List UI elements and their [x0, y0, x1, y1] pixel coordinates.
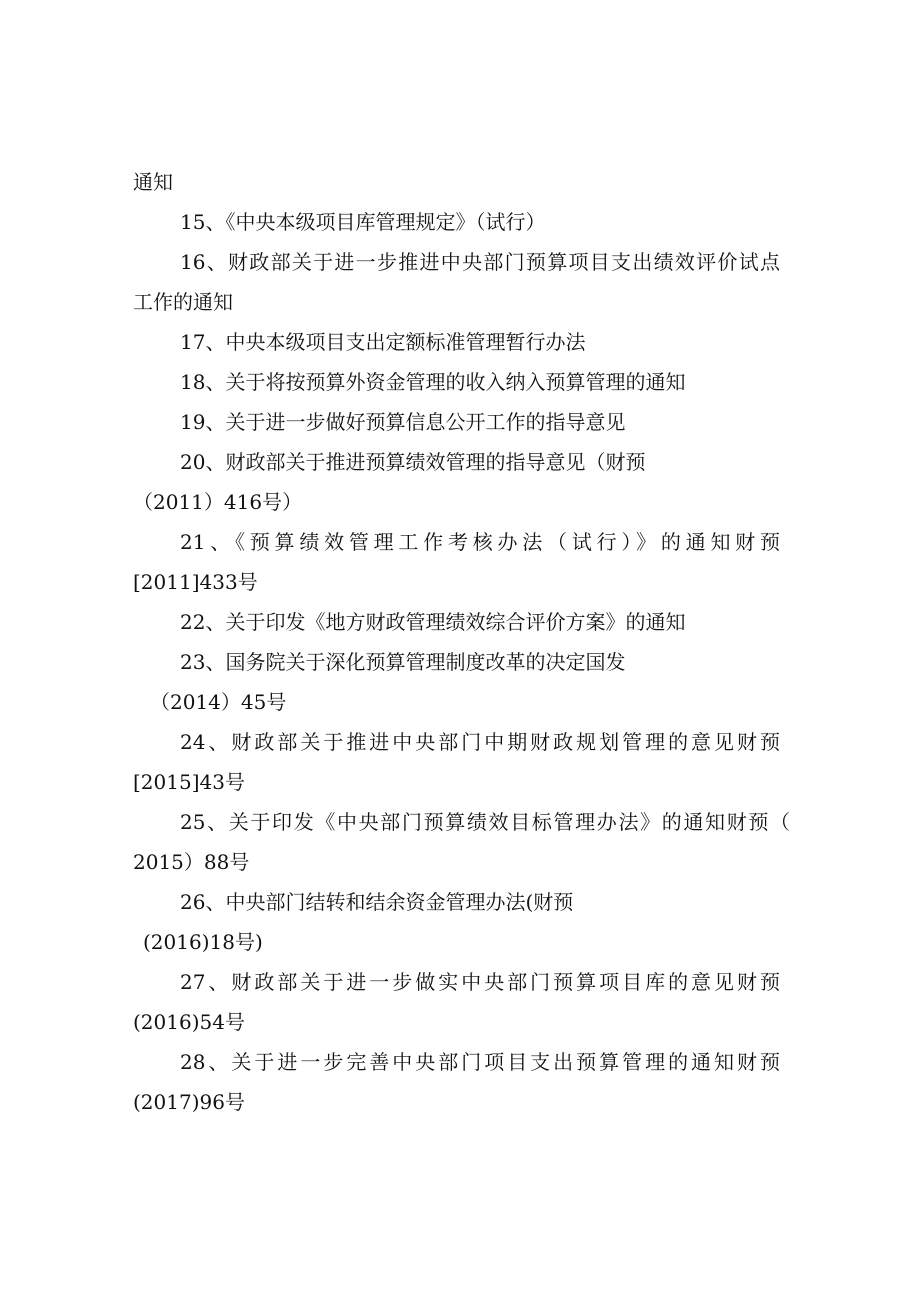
text-line: 19、关于进一步做好预算信息公开工作的指导意见 [180, 410, 626, 434]
text-line: 23、国务院关于深化预算管理制度改革的决定国发 [180, 650, 626, 674]
text-line: 28、关于进一步完善中央部门项目支出预算管理的通知财预 [180, 1050, 780, 1074]
text-line: [2011]433号 [133, 570, 258, 594]
text-line: 27、财政部关于进一步做实中央部门预算项目库的意见财预 [180, 970, 780, 994]
text-line: （2011）416号） [133, 490, 303, 514]
text-line: 26、中央部门结转和结余资金管理办法(财预 [180, 890, 574, 914]
text-line: (2017)96号 [133, 1090, 245, 1114]
text-line: 工作的通知 [133, 290, 233, 314]
text-line: 25、关于印发《中央部门预算绩效目标管理办法》的通知财预（ [180, 810, 790, 834]
text-line: 22、关于印发《地方财政管理绩效综合评价方案》的通知 [180, 610, 686, 634]
text-line: 通知 [133, 170, 173, 194]
text-line: (2016)18号) [143, 930, 263, 954]
text-line: 24、财政部关于推进中央部门中期财政规划管理的意见财预 [180, 730, 780, 754]
text-line: 18、关于将按预算外资金管理的收入纳入预算管理的通知 [180, 370, 686, 394]
text-line: 2015）88号 [133, 850, 250, 874]
text-line: 17、中央本级项目支出定额标准管理暂行办法 [180, 330, 586, 354]
text-line: 16、财政部关于进一步推进中央部门预算项目支出绩效评价试点 [180, 250, 780, 274]
text-line: 15、《中央本级项目库管理规定》（试行） [180, 210, 546, 234]
text-line: （2014）45号 [150, 690, 287, 714]
text-line: 21、《预算绩效管理工作考核办法（试行）》的通知财预 [180, 530, 780, 554]
text-line: [2015]43号 [133, 770, 245, 794]
text-line: (2016)54号 [133, 1010, 245, 1034]
text-line: 20、财政部关于推进预算绩效管理的指导意见（财预 [180, 450, 646, 474]
